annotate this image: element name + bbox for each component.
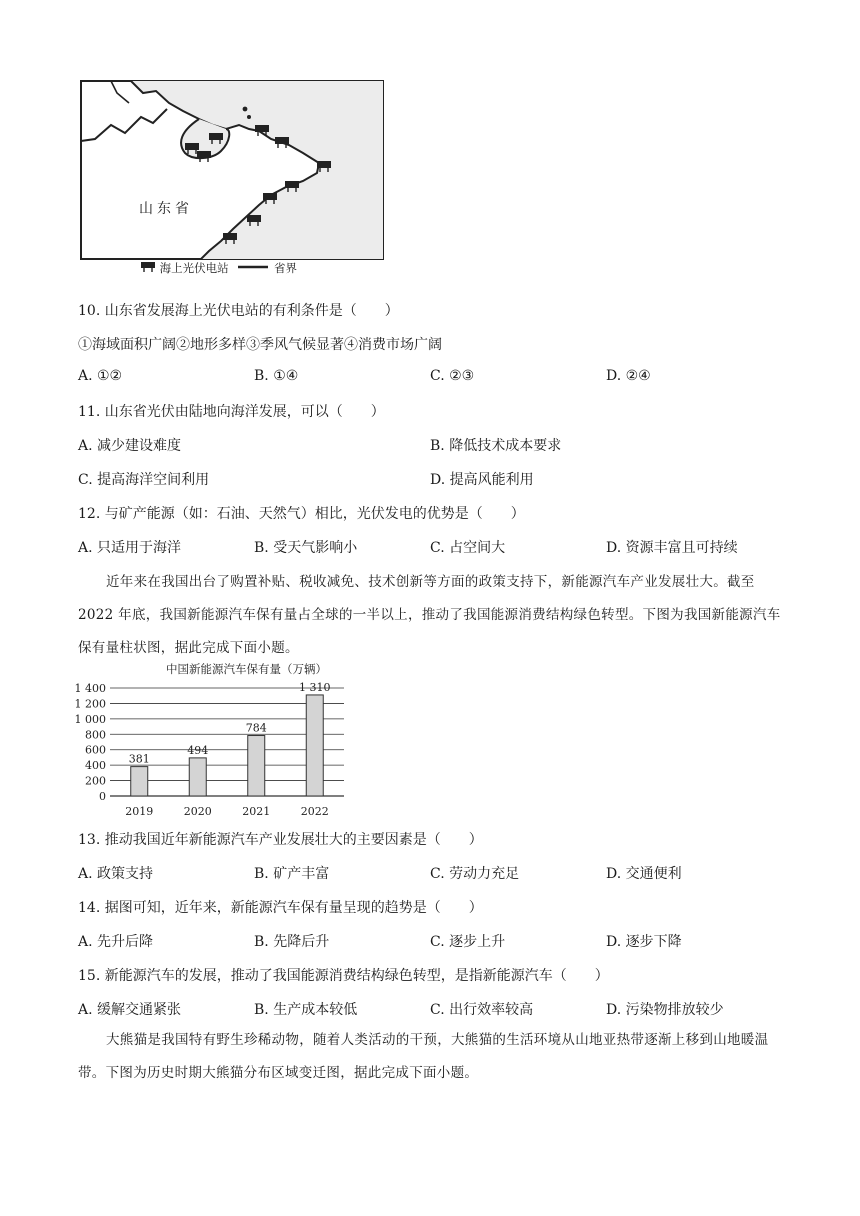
bar-value-label: 784	[245, 721, 267, 735]
y-tick-label: 800	[85, 728, 106, 742]
bar-2022	[306, 695, 323, 796]
q11-stem: 11. 山东省光伏由陆地向海洋发展，可以（ ）	[78, 404, 385, 420]
chart-bars	[129, 681, 331, 796]
bar-value-label: 494	[187, 743, 209, 757]
q15-option-b[interactable]: B. 生产成本较低	[254, 1002, 358, 1018]
q15-stem: 15. 新能源汽车的发展，推动了我国能源消费结构绿色转型，是指新能源汽车（ ）	[78, 968, 609, 984]
q13-option-d[interactable]: D. 交通便利	[606, 866, 682, 882]
q14-option-b[interactable]: B. 先降后升	[254, 934, 330, 950]
y-tick-label: 200	[85, 774, 106, 788]
q11-option-b[interactable]: B. 降低技术成本要求	[430, 438, 562, 454]
solar-panel-icon	[140, 261, 156, 273]
q13-option-b[interactable]: B. 矿产丰富	[254, 866, 330, 882]
passage-ev: 近年来在我国出台了购置补贴、税收减免、技术创新等方面的政策支持下，新能源汽车产业发展壮大。截至 2022 年底，我国新能源汽车保有量占全球的一半以上，推动了我国能源消费结构绿色转型。下图为我国新能源汽车保有量柱状图，据此完成下面小题。	[78, 574, 781, 656]
y-tick-label: 0	[99, 790, 106, 803]
y-tick-label: 1 000	[74, 712, 106, 726]
x-tick-label: 2020	[183, 805, 212, 818]
q14-option-a[interactable]: A. 先升后降	[78, 934, 154, 950]
bar-value-label: 1 310	[299, 680, 331, 694]
q11-option-a[interactable]: A. 减少建设难度	[78, 438, 182, 454]
q14-option-c[interactable]: C. 逐步上升	[430, 934, 506, 950]
chart-title: 中国新能源汽车保有量（万辆）	[166, 662, 327, 676]
ev-chart	[74, 658, 358, 823]
bar-2019	[131, 767, 148, 796]
q13-option-a[interactable]: A. 政策支持	[78, 866, 154, 882]
map-legend	[140, 260, 297, 276]
q15-option-c[interactable]: C. 出行效率较高	[430, 1002, 534, 1018]
bar-value-label: 381	[128, 752, 150, 766]
bar-2021	[248, 736, 265, 796]
y-tick-label: 1 400	[74, 682, 106, 695]
x-tick-label: 2022	[300, 805, 329, 818]
q10-option-b[interactable]: B. ①④	[254, 368, 299, 384]
q12-stem: 12. 与矿产能源（如：石油、天然气）相比，光伏发电的优势是（ ）	[78, 506, 525, 522]
q12-option-b[interactable]: B. 受天气影响小	[254, 540, 358, 556]
q15-option-d[interactable]: D. 污染物排放较少	[606, 1002, 724, 1018]
x-tick-label: 2019	[125, 805, 154, 818]
q10-option-d[interactable]: D. ②④	[606, 368, 651, 384]
x-tick-label: 2021	[242, 805, 271, 818]
q10-conditions: ①海域面积广阔②地形多样③季风气候显著④消费市场广阔	[78, 337, 442, 353]
passage-panda: 大熊猫是我国特有野生珍稀动物，随着人类活动的干预，大熊猫的生活环境从山地亚热带逐渐上移到山地暖温带。下图为历史时期大熊猫分布区域变迁图，据此完成下面小题。	[78, 1032, 769, 1081]
border-line-icon	[236, 262, 270, 272]
q14-option-d[interactable]: D. 逐步下降	[606, 934, 682, 950]
legend-border-label: 省界	[273, 261, 297, 275]
q12-option-c[interactable]: C. 占空间大	[430, 540, 506, 556]
q11-option-c[interactable]: C. 提高海洋空间利用	[78, 472, 210, 488]
q11-option-d[interactable]: D. 提高风能利用	[430, 472, 534, 488]
q13-stem: 13. 推动我国近年新能源汽车产业发展壮大的主要因素是（ ）	[78, 832, 483, 848]
y-tick-label: 400	[85, 759, 106, 773]
q10-stem: 10. 山东省发展海上光伏电站的有利条件是（ ）	[78, 303, 399, 319]
shandong-map	[80, 80, 384, 260]
q12-option-a[interactable]: A. 只适用于海洋	[78, 540, 182, 556]
q14-stem: 14. 据图可知，近年来，新能源汽车保有量呈现的趋势是（ ）	[78, 900, 483, 916]
ev-bar-chart	[74, 658, 358, 823]
q10-option-a[interactable]: A. ①②	[78, 368, 123, 384]
q10-option-c[interactable]: C. ②③	[430, 368, 475, 384]
y-tick-label: 600	[85, 743, 106, 757]
chart-xticks	[125, 805, 329, 818]
chart-yticks	[75, 682, 107, 803]
q12-option-d[interactable]: D. 资源丰富且可持续	[606, 540, 738, 556]
q15-option-a[interactable]: A. 缓解交通紧张	[78, 1002, 182, 1018]
province-label: 山东省	[139, 201, 193, 217]
map-graphic	[81, 81, 383, 259]
legend-station-label: 海上光伏电站	[159, 261, 229, 275]
q13-option-c[interactable]: C. 劳动力充足	[430, 866, 520, 882]
bar-2020	[189, 758, 206, 796]
y-tick-label: 1 200	[74, 697, 106, 711]
